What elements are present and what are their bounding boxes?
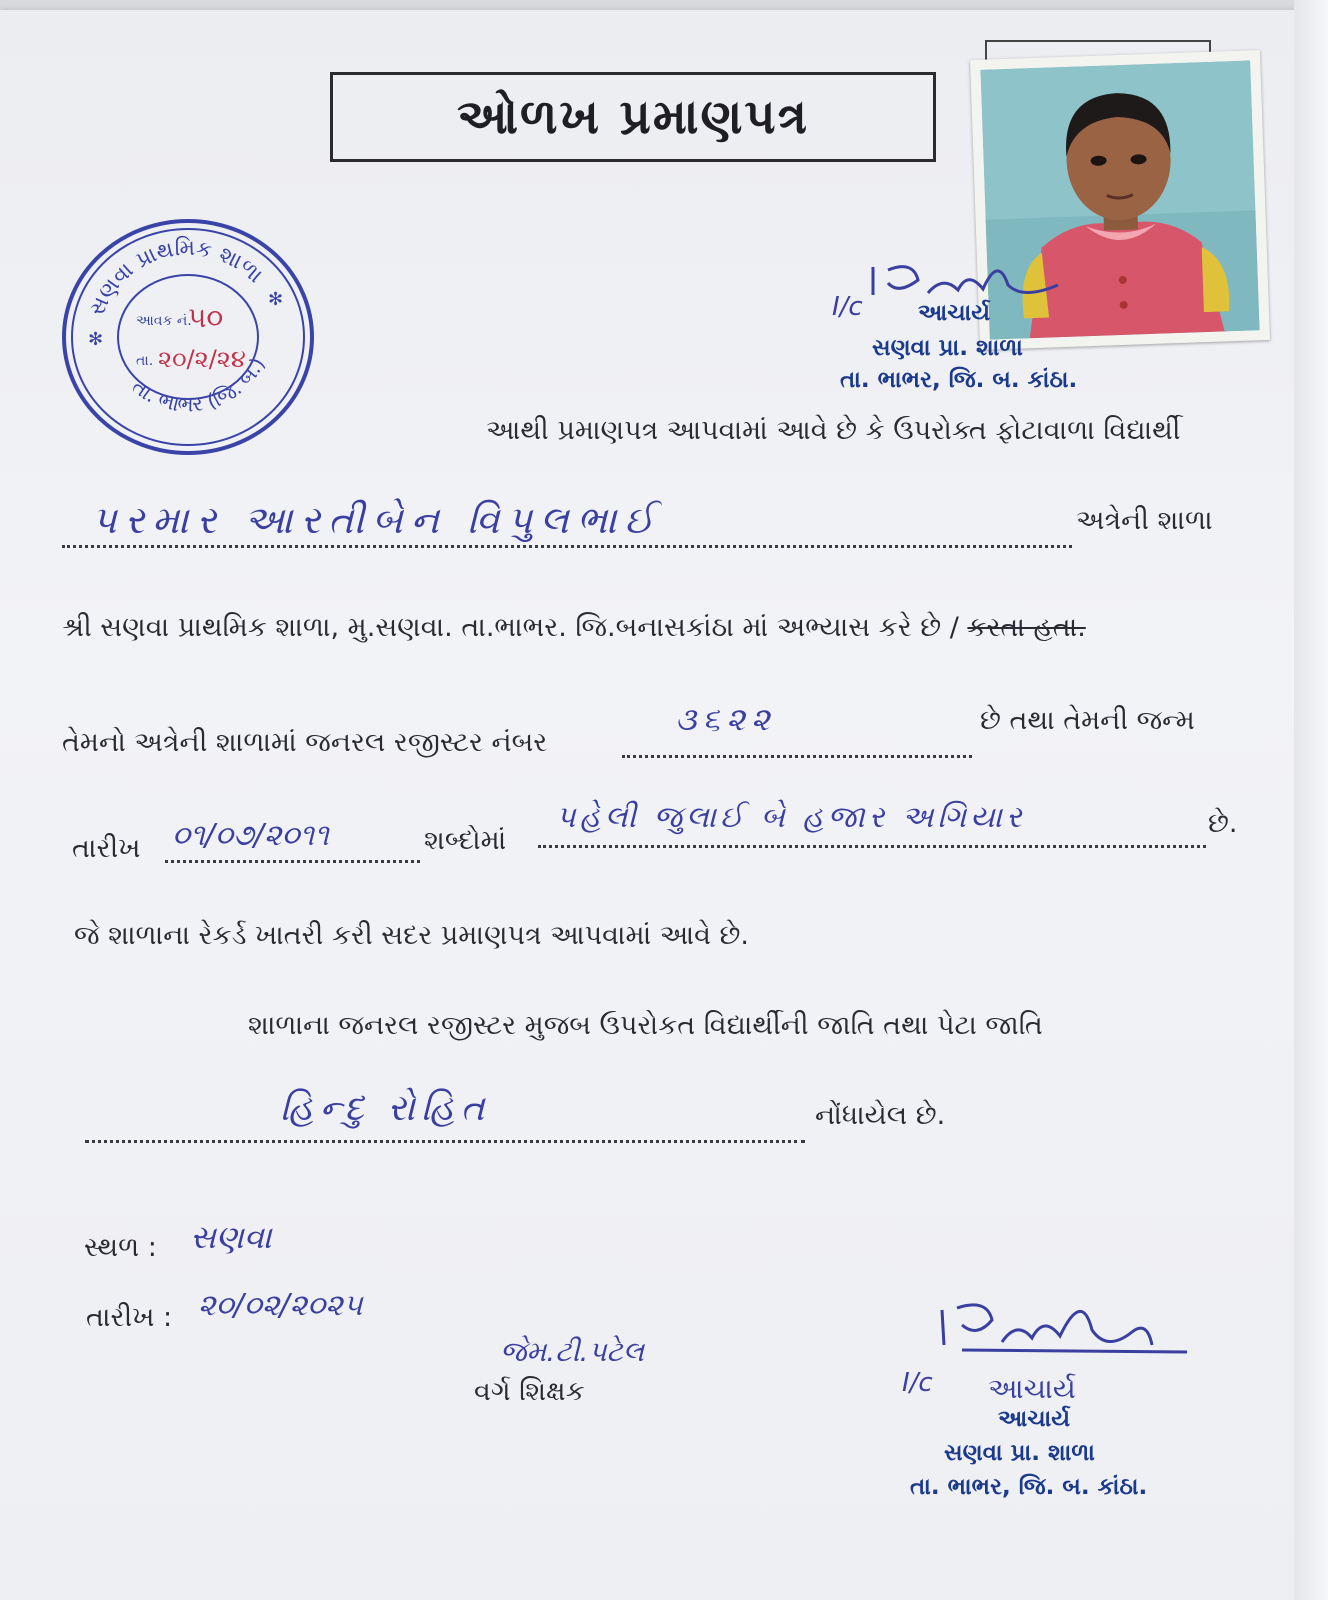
seal-ring-bottom-text: તા. ભાભર (જિ. બ.) <box>127 353 270 417</box>
principal-ic: I/c <box>902 1368 933 1398</box>
principal-signature-bottom <box>932 1290 1192 1365</box>
body-line-8-suffix: નોંધાયેલ છે. <box>815 1100 946 1131</box>
student-name: પરમાર આરતીબેન વિપુલભાઈ <box>92 498 662 542</box>
date-label: તારીખ : <box>86 1302 173 1333</box>
body-line-4-prefix: તેમનો અત્રેની શાળામાં જનરલ રજીસ્ટર નંબર <box>62 727 548 758</box>
photo-stamp-ic: I/c <box>832 292 863 322</box>
class-teacher-name: જેમ.ટી.પટેલ <box>500 1335 644 1368</box>
register-no-dotted-line <box>622 755 972 758</box>
place-label: સ્થળ : <box>84 1232 157 1263</box>
caste: હિન્દુ રોહિત <box>280 1088 491 1129</box>
body-line-7: શાળાના જનરલ રજીસ્ટર મુજબ ઉપરોકત વિદ્યાર્થીની જાતિ તથા પેટા જાતિ <box>248 1010 1043 1041</box>
class-teacher-title: વર્ગ શિક્ષક <box>474 1376 585 1407</box>
register-number: ૩૬૨૨ <box>675 700 776 738</box>
birth-date-words-dotted-line <box>538 845 1206 848</box>
principal-stamp-school: સણવા પ્રા. શાળા <box>944 1440 1095 1466</box>
date-value: ૨૦/૦૨/૨૦૨૫ <box>198 1288 363 1323</box>
photo-stamp-designation: આચાર્ય <box>918 300 991 326</box>
body-line-1: આથી પ્રમાણપત્ર આપવામાં આવે છે કે ઉપરોક્ત ફોટાવાળા વિદ્યાર્થી <box>486 415 1181 446</box>
body-line-4-suffix: છે તથા તેમની જન્મ <box>980 705 1195 736</box>
seal-date-label: તા. <box>136 353 154 369</box>
seal-date: ૨૦/૨/૨૪ <box>158 345 246 373</box>
seal-inward-label: આવક નં. <box>136 313 192 329</box>
body-line-3-text: શ્રી સણવા પ્રાથમિક શાળા, મુ.સણવા. તા.ભાભર. જિ.બનાસકાંઠા માં અભ્યાસ કરે છે / <box>62 612 959 643</box>
seal-ring-top-text: સણવા પ્રાથમિક શાળા <box>84 235 268 320</box>
birth-date-in-words: પહેલી જુલાઈ બે હજાર અગિયાર <box>556 800 1026 835</box>
paper-edge <box>1294 0 1328 1600</box>
caste-dotted-line <box>85 1140 805 1143</box>
certificate-title: ઓળખ પ્રમાણપત્ર <box>330 72 936 162</box>
body-line-5-suffix: છે. <box>1208 808 1238 839</box>
body-line-5-mid: શબ્દોમાં <box>424 825 507 856</box>
birth-date: ૦૧/૦૭/૨૦૧૧ <box>172 818 329 853</box>
birth-date-dotted-line <box>165 860 420 863</box>
body-line-2-suffix: અત્રેની શાળા <box>1076 505 1213 536</box>
photo-stamp-address: તા. ભાભર, જિ. બ. કાંઠા. <box>840 367 1078 393</box>
body-line-5-prefix: તારીખ <box>72 833 141 864</box>
body-line-3 <box>62 612 1086 644</box>
body-line-3-struck: કરતા હતા. <box>967 612 1086 643</box>
svg-text:✻: ✻ <box>88 329 104 350</box>
student-name-dotted-line <box>62 545 1072 548</box>
place-value: સણવા <box>190 1218 272 1256</box>
photo-stamp-school: સણવા પ્રા. શાળા <box>872 335 1023 361</box>
svg-text:✻: ✻ <box>268 289 284 310</box>
principal-handwritten-title: આચાર્ય <box>988 1372 1076 1405</box>
school-round-seal <box>58 215 318 460</box>
seal-inward-number: ૫૦ <box>188 301 224 334</box>
body-line-6: જે શાળાના રેકર્ડ ખાતરી કરી સદર પ્રમાણપત્ર આપવામાં આવે છે. <box>74 920 749 951</box>
principal-stamp-title: આચાર્ય <box>998 1406 1071 1432</box>
principal-stamp-address: તા. ભાભર, જિ. બ. કાંઠા. <box>910 1474 1148 1500</box>
